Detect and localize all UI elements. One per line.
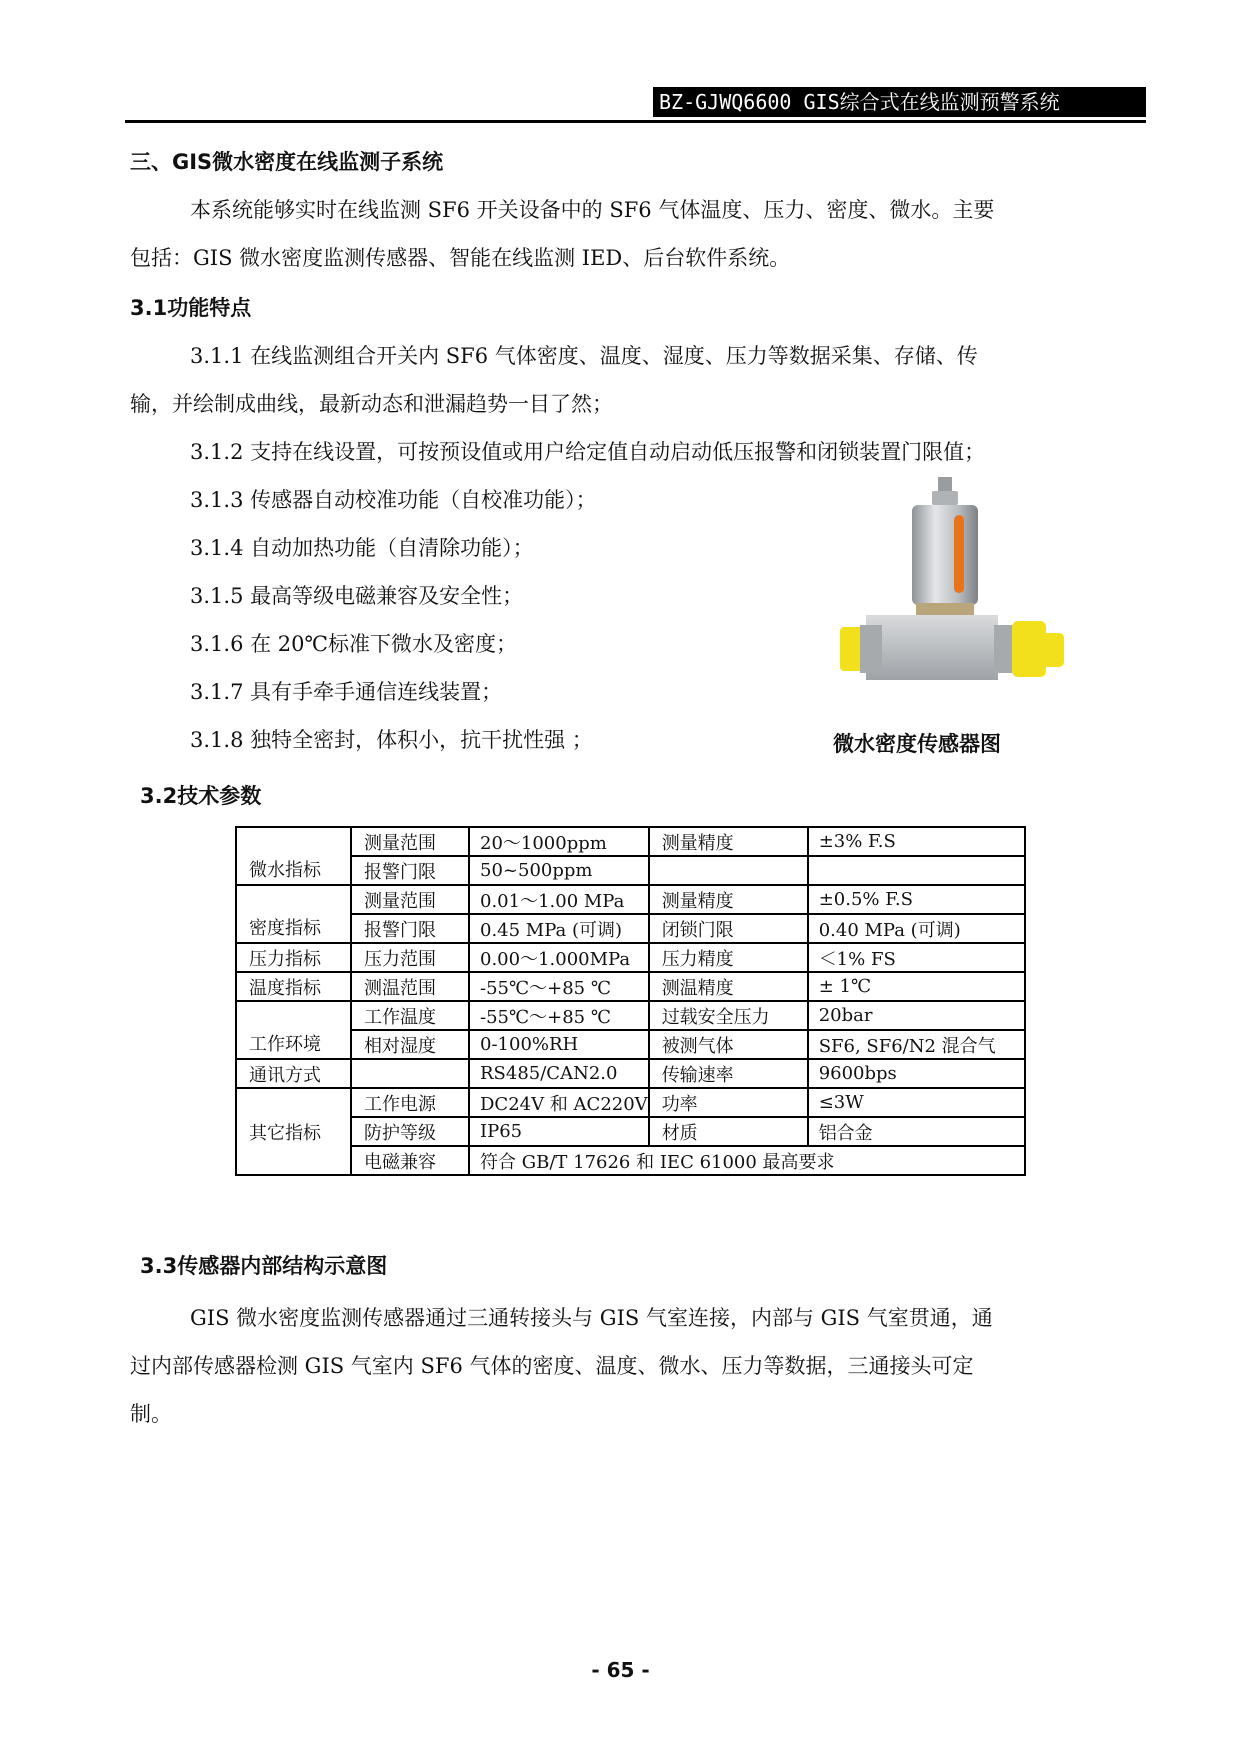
param-name: 报警门限 [351, 914, 469, 943]
table-row [236, 856, 1025, 885]
right-yellow-cap [1012, 621, 1046, 677]
intro-paragraph-line-1: 本系统能够实时在线监测 SF6 开关设备中的 SF6 气体温度、压力、密度、微水。主要 [190, 198, 995, 222]
param-name: 相对湿度 [351, 1030, 469, 1059]
section-title: 三、GIS微水密度在线监测子系统 [130, 150, 444, 174]
param-name: 测量范围 [351, 827, 469, 856]
param-name: 防护等级 [351, 1117, 469, 1146]
param-value: ≤3W [808, 1088, 1025, 1117]
param-name: 压力范围 [351, 943, 469, 972]
table-row [236, 943, 1025, 972]
table-row [236, 885, 1025, 914]
feature-item-1-cont: 输，并绘制成曲线，最新动态和泄漏趋势一目了然； [130, 392, 613, 416]
sensor-photo [830, 475, 1070, 705]
param-value: ＜1% FS [808, 943, 1025, 972]
param-value: -55℃～+85 ℃ [469, 972, 649, 1001]
feature-item-6: 3.1.6 在 20℃标准下微水及密度； [190, 632, 517, 656]
param-value: SF6, SF6/N2 混合气 [808, 1030, 1025, 1059]
param-value: ±0.5% F.S [808, 885, 1025, 914]
group-label: 其它指标 [236, 1088, 351, 1175]
param-value: 50~500ppm [469, 856, 649, 885]
figure-caption: 微水密度传感器图 [833, 732, 1001, 756]
param-name: 电磁兼容 [351, 1146, 469, 1175]
param-value: DC24V 和 AC220V [469, 1088, 649, 1117]
param-value: 0.40 MPa (可调) [808, 914, 1025, 943]
param-name: 压力精度 [649, 943, 808, 972]
feature-item-2: 3.1.2 支持在线设置，可按预设值或用户给定值自动启动低压报警和闭锁装置门限值； [190, 440, 986, 464]
left-fitting [860, 625, 882, 673]
param-name: 闭锁门限 [649, 914, 808, 943]
table-row [236, 1030, 1025, 1059]
table-row [236, 1088, 1025, 1117]
header-rule [125, 120, 1146, 123]
param-value: 0.45 MPa (可调) [469, 914, 649, 943]
param-value: ±3% F.S [808, 827, 1025, 856]
feature-item-4: 3.1.4 自动加热功能（自清除功能）； [190, 536, 534, 560]
param-name: 测量精度 [649, 827, 808, 856]
param-name: 工作电源 [351, 1088, 469, 1117]
param-name: 测量精度 [649, 885, 808, 914]
param-value: 0.00～1.000MPa [469, 943, 649, 972]
table-row [236, 914, 1025, 943]
param-name: 测温精度 [649, 972, 808, 1001]
spec-table [235, 826, 1026, 1176]
param-value: -55℃～+85 ℃ [469, 1001, 649, 1030]
feature-item-3: 3.1.3 传感器自动校准功能（自校准功能）； [190, 488, 597, 512]
right-yellow-cap-end [1042, 633, 1064, 667]
param-value: ± 1℃ [808, 972, 1025, 1001]
document-header-title: BZ-GJWQ6600 GIS综合式在线监测预警系统 [653, 87, 1146, 117]
indicator-strip [954, 515, 964, 593]
param-value [808, 856, 1025, 885]
param-value: 0-100%RH [469, 1030, 649, 1059]
group-label: 微水指标 [236, 827, 351, 885]
structure-paragraph-line-1: GIS 微水密度监测传感器通过三通转接头与 GIS 气室连接，内部与 GIS 气室贯通，通 [190, 1306, 993, 1330]
param-name: 过载安全压力 [649, 1001, 808, 1030]
group-label: 工作环境 [236, 1001, 351, 1059]
param-value: 20～1000ppm [469, 827, 649, 856]
table-row [236, 1117, 1025, 1146]
group-label: 通讯方式 [236, 1059, 351, 1088]
group-label: 温度指标 [236, 972, 351, 1001]
param-value: 0.01～1.00 MPa [469, 885, 649, 914]
features-heading: 3.1功能特点 [130, 296, 252, 320]
param-name: 传输速率 [649, 1059, 808, 1088]
param-value: 9600bps [808, 1059, 1025, 1088]
param-value: IP65 [469, 1117, 649, 1146]
param-name: 材质 [649, 1117, 808, 1146]
param-name: 测温范围 [351, 972, 469, 1001]
feature-item-7: 3.1.7 具有手牵手通信连线装置； [190, 680, 503, 704]
structure-heading: 3.3传感器内部结构示意图 [140, 1254, 388, 1278]
feature-item-5: 3.1.5 最高等级电磁兼容及安全性； [190, 584, 524, 608]
param-name: 工作温度 [351, 1001, 469, 1030]
group-label: 密度指标 [236, 885, 351, 943]
param-value: 符合 GB/T 17626 和 IEC 61000 最高要求 [469, 1146, 1025, 1175]
group-label: 压力指标 [236, 943, 351, 972]
page-number: - 65 - [591, 1658, 650, 1682]
specs-heading: 3.2技术参数 [140, 784, 262, 808]
tee-block [866, 615, 998, 680]
param-value: 20bar [808, 1001, 1025, 1030]
sensor-cylinder [912, 505, 978, 605]
param-value: 铝合金 [808, 1117, 1025, 1146]
table-row [236, 972, 1025, 1001]
param-name: 测量范围 [351, 885, 469, 914]
table-row [236, 827, 1025, 856]
table-row [236, 1001, 1025, 1030]
feature-item-8: 3.1.8 独特全密封，体积小，抗干扰性强 ； [190, 728, 593, 752]
feature-item-1: 3.1.1 在线监测组合开关内 SF6 气体密度、温度、湿度、压力等数据采集、存储、传 [190, 344, 978, 368]
structure-paragraph-line-2: 过内部传感器检测 GIS 气室内 SF6 气体的密度、温度、微水、压力等数据，三通接头可定 [130, 1354, 974, 1378]
intro-paragraph-line-2: 包括：GIS 微水密度监测传感器、智能在线监测 IED、后台软件系统。 [130, 246, 791, 270]
param-name: 功率 [649, 1088, 808, 1117]
connector-nut [932, 491, 958, 505]
param-name [649, 856, 808, 885]
table-row [236, 1146, 1025, 1175]
param-name: 被测气体 [649, 1030, 808, 1059]
structure-paragraph-line-3: 制。 [130, 1402, 172, 1426]
param-value: RS485/CAN2.0 [469, 1059, 649, 1088]
table-row [236, 1059, 1025, 1088]
param-name [351, 1059, 469, 1088]
brass-collar [916, 603, 974, 617]
param-name: 报警门限 [351, 856, 469, 885]
